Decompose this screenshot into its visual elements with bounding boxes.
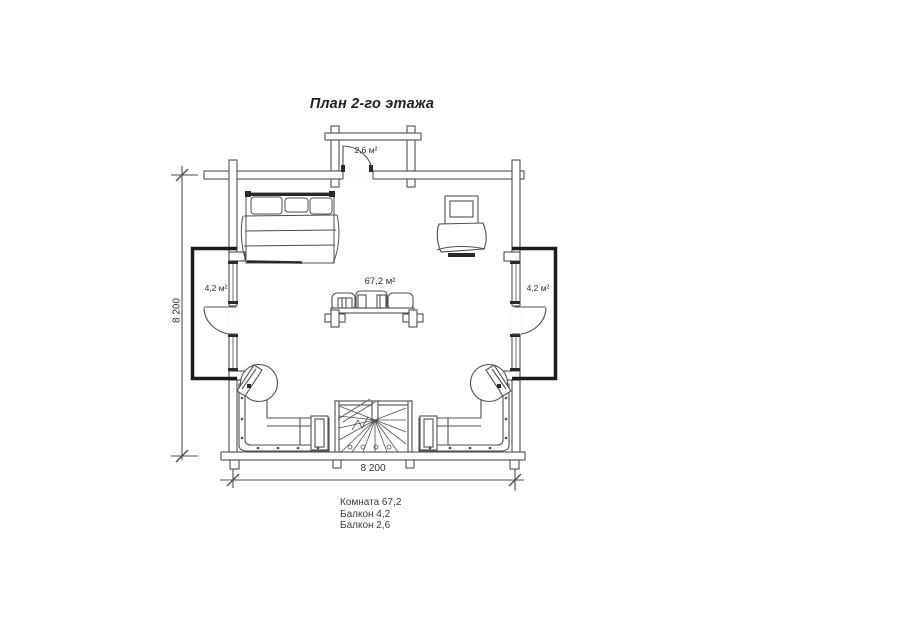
left-corner-sofa xyxy=(237,365,329,452)
balcony-top-area-label: 2,6 м² xyxy=(354,145,378,155)
legend-balcony-1: Балкон 4,2 xyxy=(340,508,391,520)
height-dimension-label: 8 200 xyxy=(171,297,183,324)
door-left-balcony xyxy=(204,306,238,334)
double-bed xyxy=(241,191,339,263)
door-right-balcony xyxy=(511,306,546,334)
legend-room: Комната 67,2 xyxy=(340,497,402,508)
center-sofa xyxy=(331,291,414,313)
area-legend xyxy=(340,497,401,532)
balcony-right-area-label: 4,2 м² xyxy=(526,283,550,293)
page-title: План 2-го этажа xyxy=(309,96,435,112)
legend-balcony-2: Балкон 2,6 xyxy=(340,520,391,531)
staircase xyxy=(335,399,412,452)
width-dimension-label: 8 200 xyxy=(360,463,386,474)
balcony-left-area-label: 4,2 м² xyxy=(204,283,228,293)
right-corner-sofa xyxy=(419,365,511,452)
room-area-label: 67,2 м² xyxy=(364,276,396,287)
single-bed xyxy=(437,196,486,257)
